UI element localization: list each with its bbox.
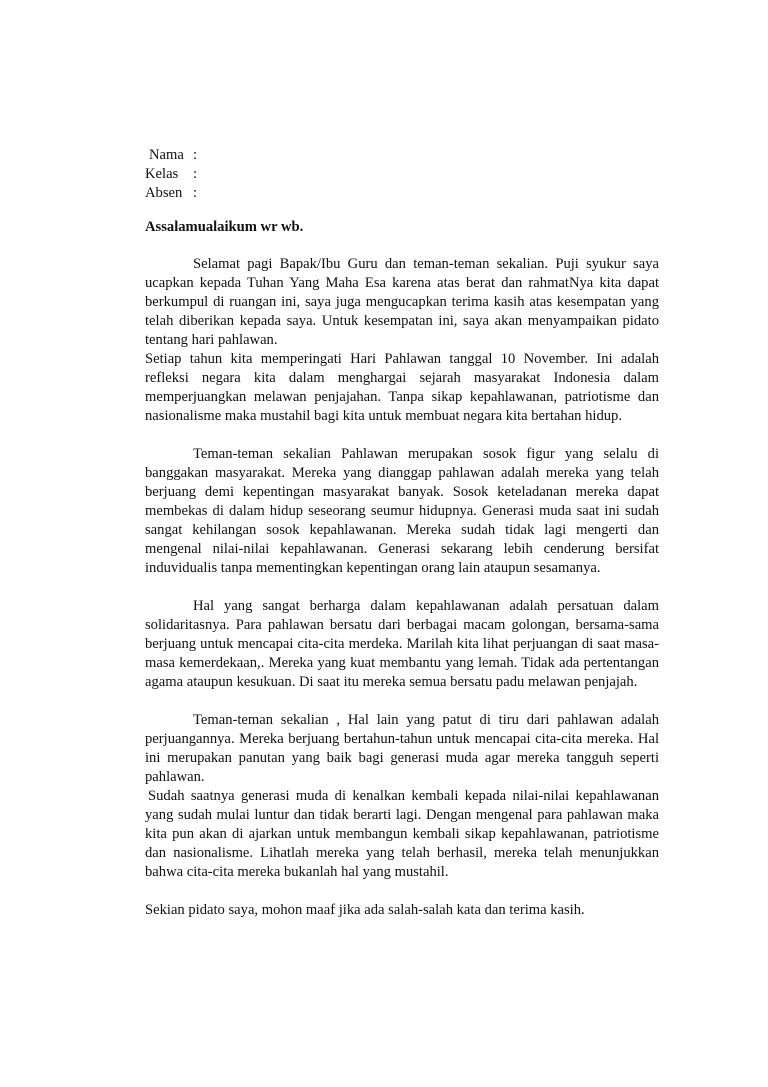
closing-sentence: Sekian pidato saya, mohon maaf jika ada salah-salah kata dan terima kasih. <box>145 902 585 918</box>
field-kelas <box>145 165 659 184</box>
field-nama <box>145 146 659 165</box>
field-colon-nama: : <box>193 147 198 163</box>
field-absen <box>145 184 659 203</box>
paragraph-generasi-muda: Sudah saatnya generasi muda di kenalkan kembali kepada nilai-nilai kepahlawanan yang sudah mulai luntur dan tidak berarti lagi. Dengan mengenal para pahlawan maka kita pun akan di ajarkan untuk membangun kembali sikap kepahlawanan, patriotisme dan nasionalisme. Lihatlah mereka yang telah berhasil, mereka telah menunjukkan bahwa cita-cita mereka bukanlah hal yang mustahil. <box>145 788 659 880</box>
speech-text <box>145 146 659 920</box>
paragraph-hari-pahlawan: Setiap tahun kita memperingati Hari Pahlawan tanggal 10 November. Ini adalah refleksi negara kita dalam menghargai sejarah masyarakat Indonesia dalam memperjuangkan melawan penjajahan. Tanpa sikap kepahlawanan, patriotisme dan nasionalisme maka mustahil bagi kita untuk membuat negara kita bertahan hidup. <box>145 351 659 424</box>
field-colon-absen: : <box>193 185 198 201</box>
paragraph-sosok-figur: Teman-teman sekalian Pahlawan merupakan sosok figur yang selalu di banggakan masyarakat. Mereka yang dianggap pahlawan adalah mereka yang telah berjuang demi kepentingan masyarakat banyak. Sosok keteladanan mereka dapat membekas di dalam hidup seseorang seumur hidupnya. Generasi muda saat ini sudah sangat kehilangan sosok kepahlawanan. Mereka sudah tidak lagi mengerti dan mengenal nilai-nilai kepahlawanan. Generasi sekarang lebih cenderung bersifat induvidualis tanpa mementingkan kepentingan orang lain ataupun sesamanya. <box>145 446 659 576</box>
paragraph-perjuangan: Teman-teman sekalian , Hal lain yang patut di tiru dari pahlawan adalah perjuangannya. Mereka berjuang bertahun-tahun untuk mencapai cita-cita mereka. Hal ini merupakan panutan yang baik bagi generasi muda agar mereka tangguh seperti pahlawan. <box>145 712 659 785</box>
field-colon-kelas: : <box>193 166 198 182</box>
field-label-kelas: Kelas <box>145 166 179 182</box>
field-label-nama: Nama <box>149 147 184 163</box>
paragraph-persatuan: Hal yang sangat berharga dalam kepahlawanan adalah persatuan dalam solidaritasnya. Para pahlawan bersatu dari berbagai macam golongan, bersama-sama berjuang untuk mencapai cita-cita merdeka. Marilah kita lihat perjuangan di saat masa-masa kemerdekaan,. Mereka yang kuat membantu yang lemah. Tidak ada pertentangan agama ataupun kesukuan. Di saat itu mereka semua bersatu padu melawan penjajah. <box>145 598 659 690</box>
field-label-absen: Absen <box>145 185 183 201</box>
paragraph-opening: Selamat pagi Bapak/Ibu Guru dan teman-teman sekalian. Puji syukur saya ucapkan kepada Tuhan Yang Maha Esa karena atas berat dan rahmatNya kita dapat berkumpul di ruangan ini, saya juga mengucapkan terima kasih atas kesempatan yang telah diberikan kepada saya. Untuk kesempatan ini, saya akan menyampaikan pidato tentang hari pahlawan. <box>145 256 659 348</box>
greeting: Assalamualaikum wr wb. <box>145 219 304 235</box>
